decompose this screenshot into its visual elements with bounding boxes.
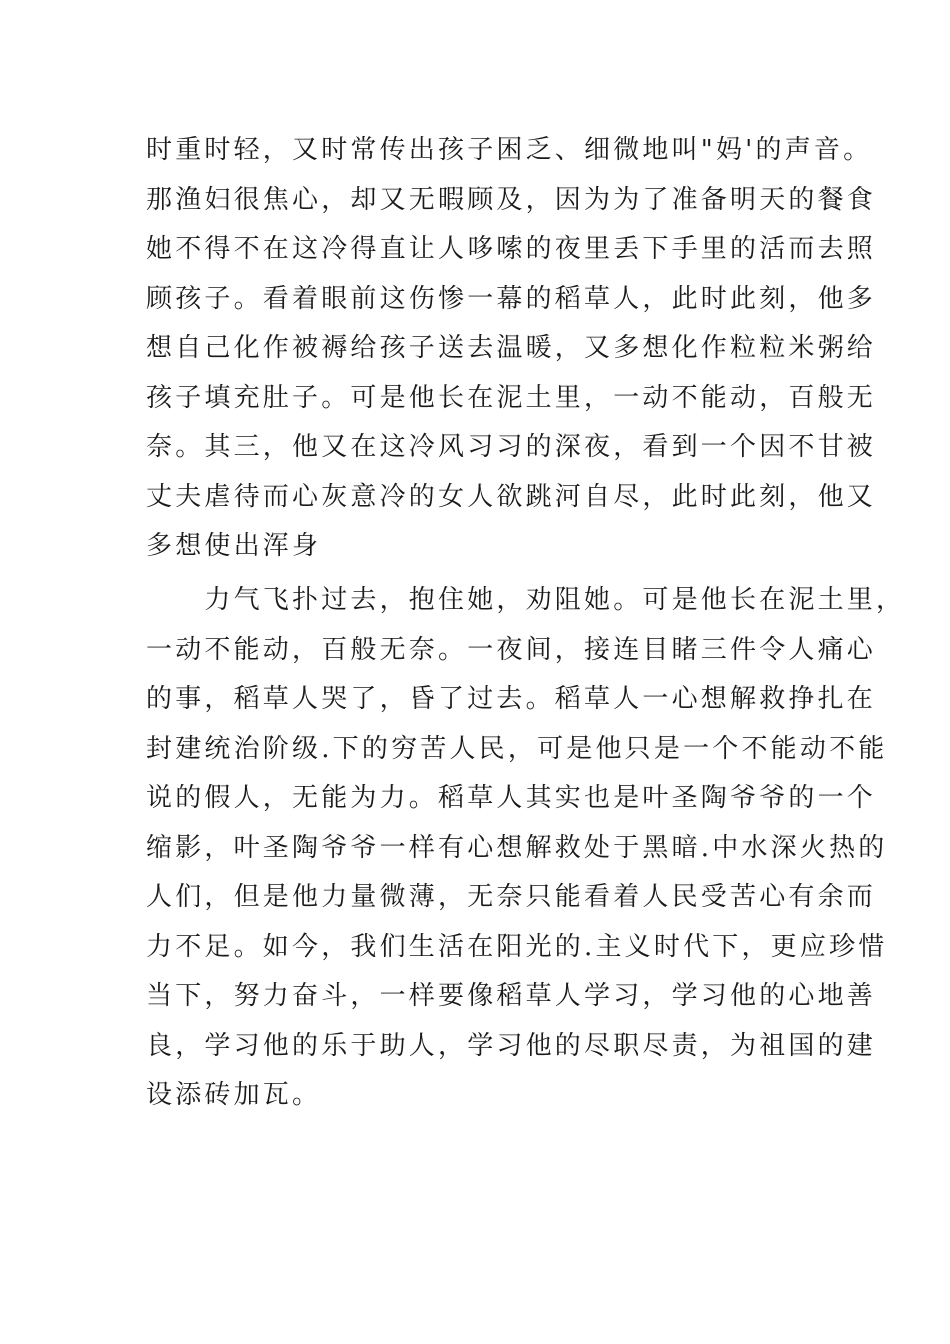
text-line: 力不足。如今，我们生活在阳光的.主义时代下，更应珍惜 (146, 931, 888, 962)
text-line: 的事，稻草人哭了，昏了过去。稻草人一心想解救挣扎在 (146, 684, 877, 714)
text-line: 力气飞扑过去，抱住她，劝阻她。可是他长在泥土里， (146, 585, 906, 615)
text-line: 顾孩子。看着眼前这伤惨一幕的稻草人，此时此刻，他多 (146, 283, 877, 314)
text-line: 当下，努力奋斗，一样要像稻草人学习，学习他的心地善 (146, 981, 877, 1011)
text-line: 封建统治阶级.下的穷苦人民，可是他只是一个不能动不能 (146, 733, 888, 764)
text-line: 奈。其三，他又在这冷风习习的深夜，看到一个因不甘被 (146, 432, 877, 462)
text-line: 良，学习他的乐于助人，学习他的尽职尽责，为祖国的建 (146, 1030, 877, 1061)
text-line: 想自己化作被褥给孩子送去温暖，又多想化作粒粒米粥给 (146, 333, 877, 363)
text-line: 缩影，叶圣陶爷爷一样有心想解救处于黑暗.中水深火热的 (146, 832, 888, 863)
text-line: 她不得不在这冷得直让人哆嗦的夜里丢下手里的活而去照 (146, 234, 877, 264)
paragraph-1 (146, 126, 877, 572)
text-line: 一动不能动，百般无奈。一夜间，接连目睹三件令人痛心 (146, 634, 877, 665)
text-line: 设添砖加瓦。 (146, 1080, 322, 1110)
text-line: 说的假人，无能为力。稻草人其实也是叶圣陶爷爷的一个 (146, 783, 877, 813)
paragraph-2 (146, 576, 906, 1121)
text-line: 孩子填充肚子。可是他长在泥土里，一动不能动，百般无 (146, 382, 877, 413)
text-line: 那渔妇很焦心，却又无暇顾及，因为为了准备明天的餐食 (146, 184, 877, 215)
text-line: 丈夫虐待而心灰意冷的女人欲跳河自尽，此时此刻，他又 (146, 481, 877, 512)
text-line: 时重时轻，又时常传出孩子困乏、细微地叫"妈'的声音。 (146, 135, 873, 165)
text-line: 人们，但是他力量微薄，无奈只能看着人民受苦心有余而 (146, 882, 877, 912)
text-line: 多想使出浑身 (146, 531, 322, 561)
